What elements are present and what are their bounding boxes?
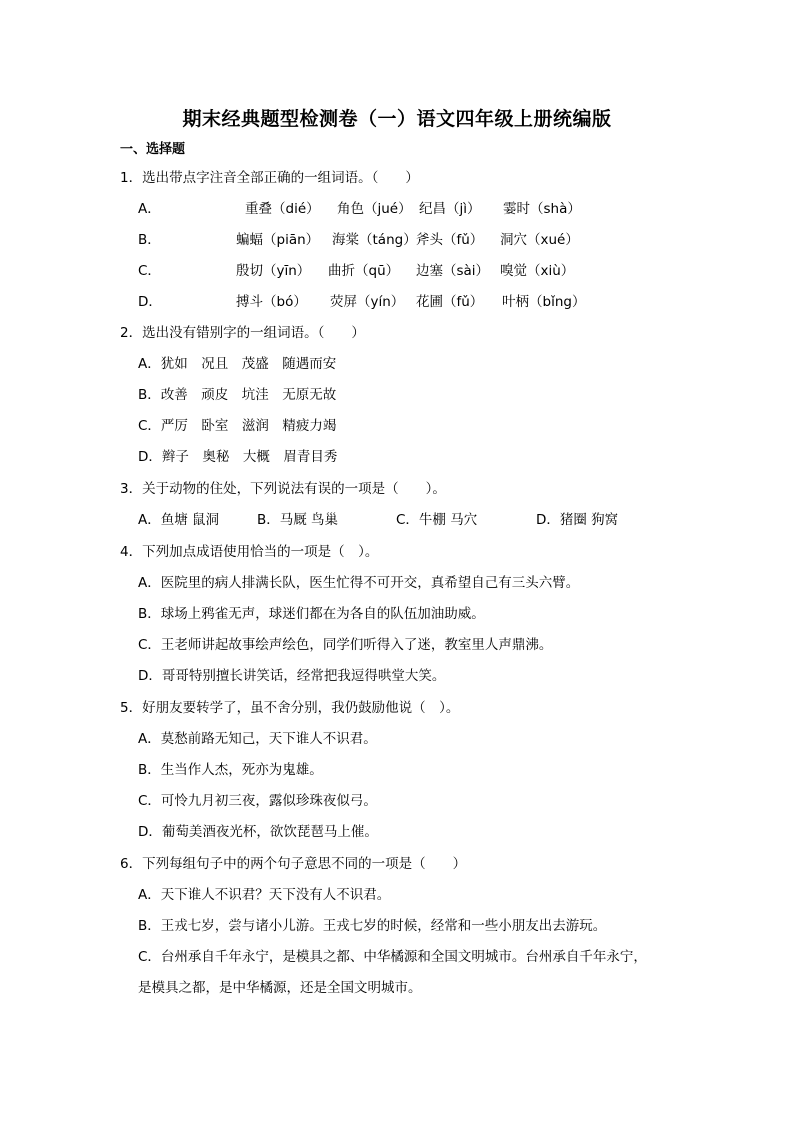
question-6-stem: 6．下列每组句子中的两个句子意思不同的一项是（ ） (120, 856, 467, 872)
option-label: B． (138, 232, 161, 248)
option-item: 荧屏（yín） (330, 294, 405, 310)
question-1-option-c[interactable] (138, 259, 574, 279)
option-item: 殷切（yīn） (236, 263, 311, 279)
page-title: 期末经典题型检测卷（一）语文四年级上册统编版 (182, 108, 612, 130)
option-item: 叶柄（bǐng） (502, 294, 586, 310)
option-item: 霎时（shà） (503, 201, 581, 217)
question-3-option-d[interactable]: D．猪圈 狗窝 (536, 512, 619, 528)
section-heading: 一、选择题 (120, 142, 186, 157)
question-1-stem: 1．选出带点字注音全部正确的一组词语。（ ） (120, 170, 419, 186)
question-5-option-d[interactable]: D．葡萄美酒夜光杯，欲饮琵琶马上催。 (138, 824, 378, 840)
option-item: 搏斗（bó） (236, 294, 307, 310)
question-2-option-b[interactable]: B．改善 顽皮 坑洼 无原无故 (138, 387, 337, 403)
question-5-stem: 5．好朋友要转学了，虽不舍分别，我仍鼓励他说（ ）。 (120, 700, 460, 716)
question-4-option-a[interactable]: A．医院里的病人排满长队，医生忙得不可开交，真希望自己有三头六臂。 (138, 575, 580, 591)
option-item: 斧头（fǔ） (416, 232, 484, 248)
question-2-stem: 2．选出没有错别字的一组词语。（ ） (120, 325, 365, 341)
question-6-option-b[interactable]: B．王戎七岁，尝与诸小儿游。王戎七岁的时候，经常和一些小朋友出去游玩。 (138, 918, 607, 934)
option-item: 海棠（táng） (332, 232, 417, 248)
question-3-option-a[interactable]: A．鱼塘 鼠洞 (138, 512, 220, 528)
option-item: 角色（jué） (337, 201, 412, 217)
question-2-option-c[interactable]: C．严厉 卧室 滋润 精疲力竭 (138, 418, 337, 434)
option-item: 重叠（dié） (245, 201, 320, 217)
question-3-stem: 3．关于动物的住处，下列说法有误的一项是（ ）。 (120, 481, 446, 497)
option-item: 蝙蝠（piān） (236, 232, 320, 248)
option-item: 嗅觉（xiù） (500, 263, 575, 279)
question-3-option-b[interactable]: B．马厩 鸟巢 (257, 512, 339, 528)
question-6-option-c-continued: 是模具之都，是中华橘源，还是全国文明城市。 (138, 980, 422, 996)
option-item: 花圃（fǔ） (416, 294, 484, 310)
question-2-option-d[interactable]: D．辫子 奥秘 大概 眉青目秀 (138, 449, 338, 465)
option-label: D． (138, 294, 162, 310)
question-2-option-a[interactable]: A．犹如 况且 茂盛 随遇而安 (138, 356, 337, 372)
question-1-option-b[interactable] (138, 228, 579, 248)
question-4-option-c[interactable]: C．王老师讲起故事绘声绘色，同学们听得入了迷，教室里人声鼎沸。 (138, 637, 553, 653)
question-6-option-c[interactable]: C．台州承自千年永宁，是模具之都、中华橘源和全国文明城市。台州承自千年永宁， (138, 949, 647, 965)
question-4-option-d[interactable]: D．哥哥特别擅长讲笑话，经常把我逗得哄堂大笑。 (138, 668, 446, 684)
question-4-option-b[interactable]: B．球场上鸦雀无声，球迷们都在为各自的队伍加油助威。 (138, 606, 485, 622)
question-6-option-a[interactable]: A．天下谁人不识君？天下没有人不识君。 (138, 887, 391, 903)
question-5-option-c[interactable]: C．可怜九月初三夜，露似珍珠夜似弓。 (138, 793, 377, 809)
option-item: 曲折（qū） (328, 263, 400, 279)
question-5-option-a[interactable]: A．莫愁前路无知己，天下谁人不识君。 (138, 731, 377, 747)
option-item: 纪昌（jì） (419, 201, 481, 217)
option-label: C． (138, 263, 161, 279)
question-5-option-b[interactable]: B．生当作人杰，死亦为鬼雄。 (138, 762, 323, 778)
question-1-option-d[interactable] (138, 290, 585, 310)
question-1-option-a[interactable] (138, 197, 581, 217)
question-4-stem: 4．下列加点成语使用恰当的一项是（ ）。 (120, 544, 379, 560)
option-item: 洞穴（xué） (500, 232, 579, 248)
option-item: 边塞（sài） (416, 263, 490, 279)
option-label: A． (138, 201, 161, 217)
question-3-option-c[interactable]: C．牛棚 马穴 (396, 512, 478, 528)
